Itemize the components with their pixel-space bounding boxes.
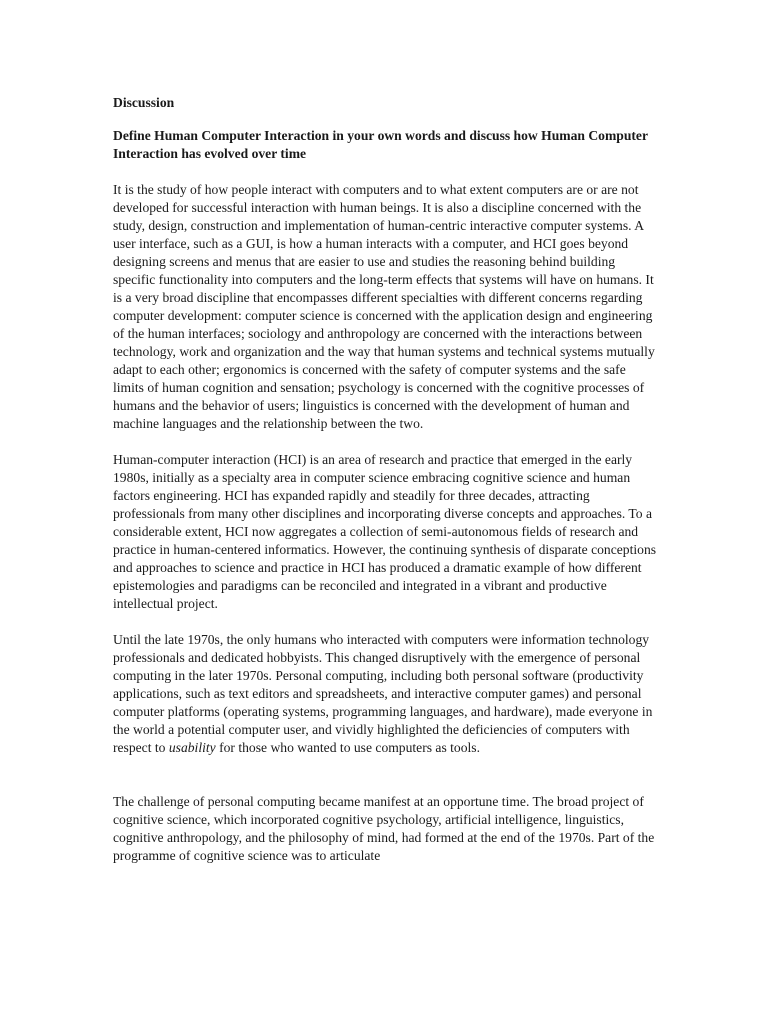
paragraph-cognitive-science: The challenge of personal computing became manifest at an opportune time. The broad project of cognitive science, which incorporated cognitive psychology, artificial intelligence, linguistics, cognitive anthropology, and the philosophy of mind, had formed at the end of the 1970s. Part of the programme of cognitive science was to articulate xyxy=(113,794,655,863)
paragraph-personal-computing xyxy=(113,631,658,757)
paragraph-personal-computing-text: Until the late 1970s, the only humans who interacted with computers were information technology professionals and dedicated hobbyists. This changed disruptively with the emergence of personal computing in the later 1970s. Personal computing, including both personal software (productivity applications, such as text editors and spreadsheets, and interactive computer games) and personal computer platforms (operating systems, programming languages, and hardware), made everyone in the world a potential computer user, and vividly highlighted the deficiencies of computers with respect to xyxy=(113,632,653,755)
paragraph-definition: It is the study of how people interact with computers and to what extent computers are or are not developed for successful interaction with human beings. It is also a discipline concerned with the study, design, construction and implementation of human-centric interactive computer systems. A user interface, such as a GUI, is how a human interacts with a computer, and HCI goes beyond designing screens and menus that are easier to use and studies the reasoning behind building specific functionality into computers and the long-term effects that systems will have on humans. It is a very broad discipline that encompasses different specialties with different concerns regarding computer development: computer science is concerned with the application design and engineering of the human interfaces; sociology and anthropology are concerned with the interactions between technology, work and organization and the way that human systems and technical systems mutually adapt to each other; ergonomics is concerned with the safety of computer systems and the safe limits of human cognition and sensation; psychology is concerned with the cognitive processes of humans and the behavior of users; linguistics is concerned with the development of human and machine languages and the relationship between the two. xyxy=(113,182,655,431)
usability-emphasis: usability xyxy=(168,740,216,755)
paragraph-personal-computing-tail: for those who wanted to use computers as tools. xyxy=(219,740,480,755)
paragraph-hci-history: Human-computer interaction (HCI) is an area of research and practice that emerged in the early 1980s, initially as a specialty area in computer science embracing cognitive science and human factors engineering. HCI has expanded rapidly and steadily for three decades, attracting professionals from many other disciplines and incorporating diverse concepts and approaches. To a considerable extent, HCI now aggregates a collection of semi-autonomous fields of research and practice in human-centered informatics. However, the continuing synthesis of disparate conceptions and approaches to science and practice in HCI has produced a dramatic example of how different epistemologies and paradigms can be reconciled and integrated in a vibrant and productive intellectual project. xyxy=(113,452,657,611)
section-heading: Discussion xyxy=(113,95,175,110)
discussion-question: Define Human Computer Interaction in your own words and discuss how Human Computer Interaction has evolved over time xyxy=(113,128,648,161)
document-body xyxy=(113,94,658,883)
